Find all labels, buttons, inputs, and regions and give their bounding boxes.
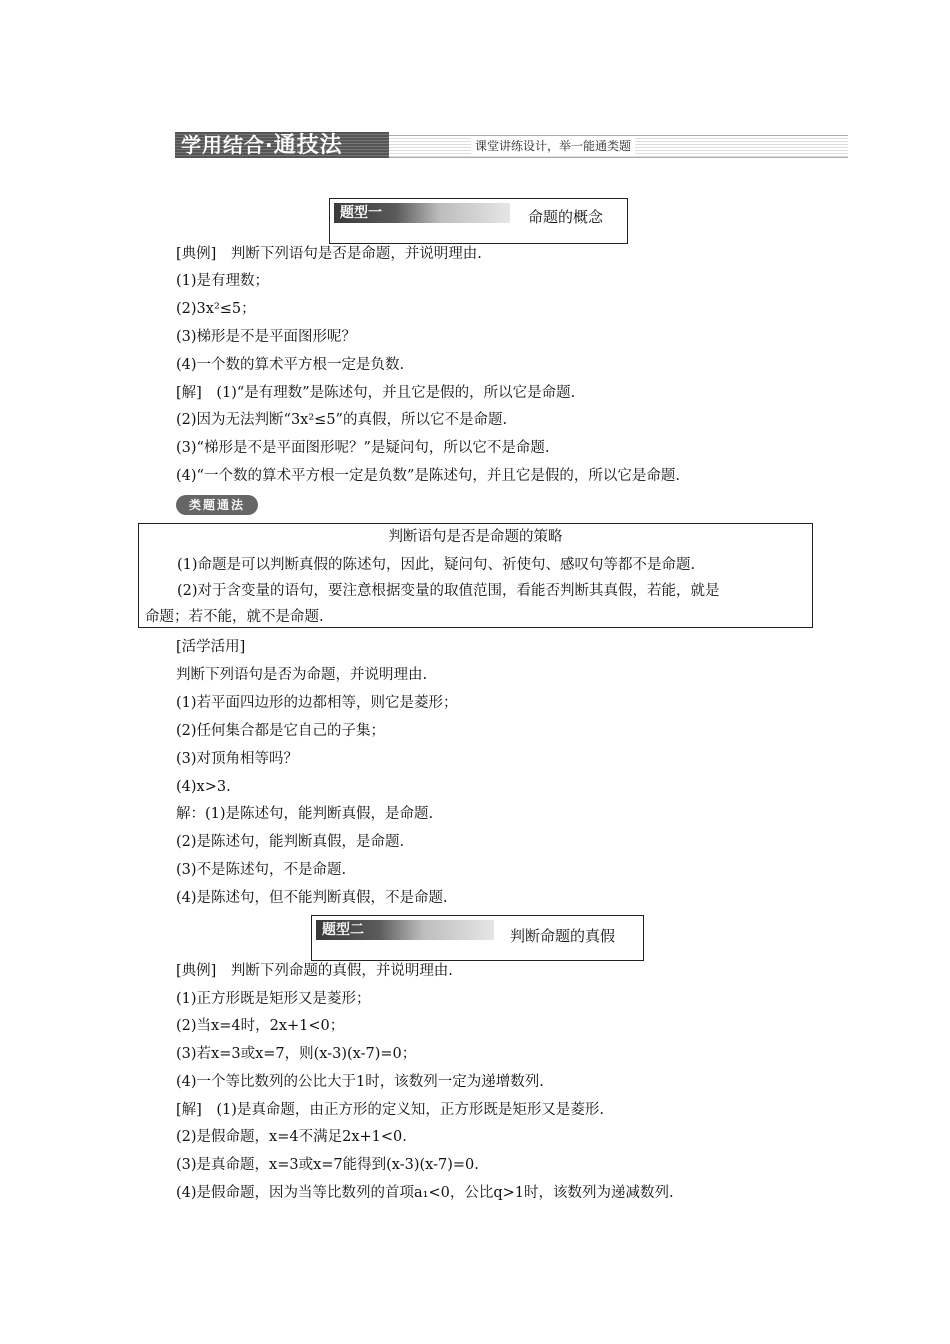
practice-solution-2: (2)是陈述句，能判断真假，是命题. <box>176 834 405 850</box>
strategy-box <box>138 523 813 628</box>
section-type-title-2: 判断命题的真假 <box>510 927 616 945</box>
banner-stripe <box>389 135 848 158</box>
example2-item-1: (1)正方形既是矩形又是菱形； <box>176 991 371 1007</box>
banner-title <box>175 132 389 158</box>
example1-solution-3: (3)“梯形是不是平面图形呢？”是疑问句，所以它不是命题. <box>176 440 550 456</box>
section-type-tag-1: 题型一 <box>334 203 510 223</box>
practice-solution-1: 解：(1)是陈述句，能判断真假，是命题. <box>176 806 434 822</box>
example1-solution-2: (2)因为无法判断“3x²≤5”的真假，所以它不是命题. <box>176 412 508 428</box>
banner-title-part-b: 通技法 <box>273 133 343 158</box>
example2-intro: [典例] 判断下列命题的真假，并说明理由. <box>176 963 453 979</box>
banner-title-part-a: 学用结合· <box>181 133 274 157</box>
practice-item-1: (1)若平面四边形的边都相等，则它是菱形； <box>176 695 458 711</box>
practice-item-4: (4)x>3. <box>176 779 231 795</box>
example2-item-2: (2)当x=4时，2x+1<0； <box>176 1018 345 1034</box>
method-pill: 类题通法 <box>176 495 258 515</box>
example2-item-4: (4)一个等比数列的公比大于1时，该数列一定为递增数列. <box>176 1074 544 1090</box>
section-type-box-2 <box>311 915 644 961</box>
practice-heading: [活学活用] <box>176 639 246 655</box>
example2-solution-3: (3)是真命题，x=3或x=7能得到(x-3)(x-7)=0. <box>176 1157 479 1173</box>
practice-solution-4: (4)是陈述句，但不能判断真假，不是命题. <box>176 890 448 906</box>
practice-solution-3: (3)不是陈述句，不是命题. <box>176 862 347 878</box>
strategy-line-2: (2)对于含变量的语句，要注意根据变量的取值范围，看能否判断其真假，若能，就是 <box>177 583 720 599</box>
practice-intro: 判断下列语句是否为命题，并说明理由. <box>176 667 428 683</box>
example2-solution-2: (2)是假命题，x=4不满足2x+1<0. <box>176 1129 407 1145</box>
example1-intro: [典例] 判断下列语句是否是命题，并说明理由. <box>176 246 482 262</box>
example1-solution-1: [解] (1)“是有理数”是陈述句，并且它是假的，所以它是命题. <box>176 385 576 401</box>
strategy-line-3: 命题；若不能，就不是命题. <box>145 609 324 625</box>
banner-subtitle: 课堂讲练设计，举一能通类题 <box>471 137 635 155</box>
example1-item-3: (3)梯形是不是平面图形呢？ <box>176 329 357 345</box>
section-type-box-1 <box>329 198 628 244</box>
example1-item-4: (4)一个数的算术平方根一定是负数. <box>176 357 405 373</box>
example2-solution-4: (4)是假命题，因为当等比数列的首项a₁<0，公比q>1时，该数列为递减数列. <box>176 1185 674 1201</box>
strategy-line-1: (1)命题是可以判断真假的陈述句，因此，疑问句、祈使句、感叹句等都不是命题. <box>177 557 696 573</box>
practice-item-2: (2)任何集合都是它自己的子集； <box>176 723 386 739</box>
example1-item-1: (1)是有理数； <box>176 273 270 289</box>
section-type-title-1: 命题的概念 <box>528 208 604 226</box>
strategy-title: 判断语句是否是命题的策略 <box>388 529 563 545</box>
section-banner <box>175 132 848 158</box>
practice-item-3: (3)对顶角相等吗？ <box>176 751 299 767</box>
example2-item-3: (3)若x=3或x=7，则(x-3)(x-7)=0； <box>176 1046 417 1062</box>
example1-item-2: (2)3x²≤5； <box>176 301 256 317</box>
section-type-tag-2: 题型二 <box>316 920 494 940</box>
example1-solution-4: (4)“一个数的算术平方根一定是负数”是陈述句，并且它是假的，所以它是命题. <box>176 468 680 484</box>
example2-solution-1: [解] (1)是真命题，由正方形的定义知，正方形既是矩形又是菱形. <box>176 1102 604 1118</box>
